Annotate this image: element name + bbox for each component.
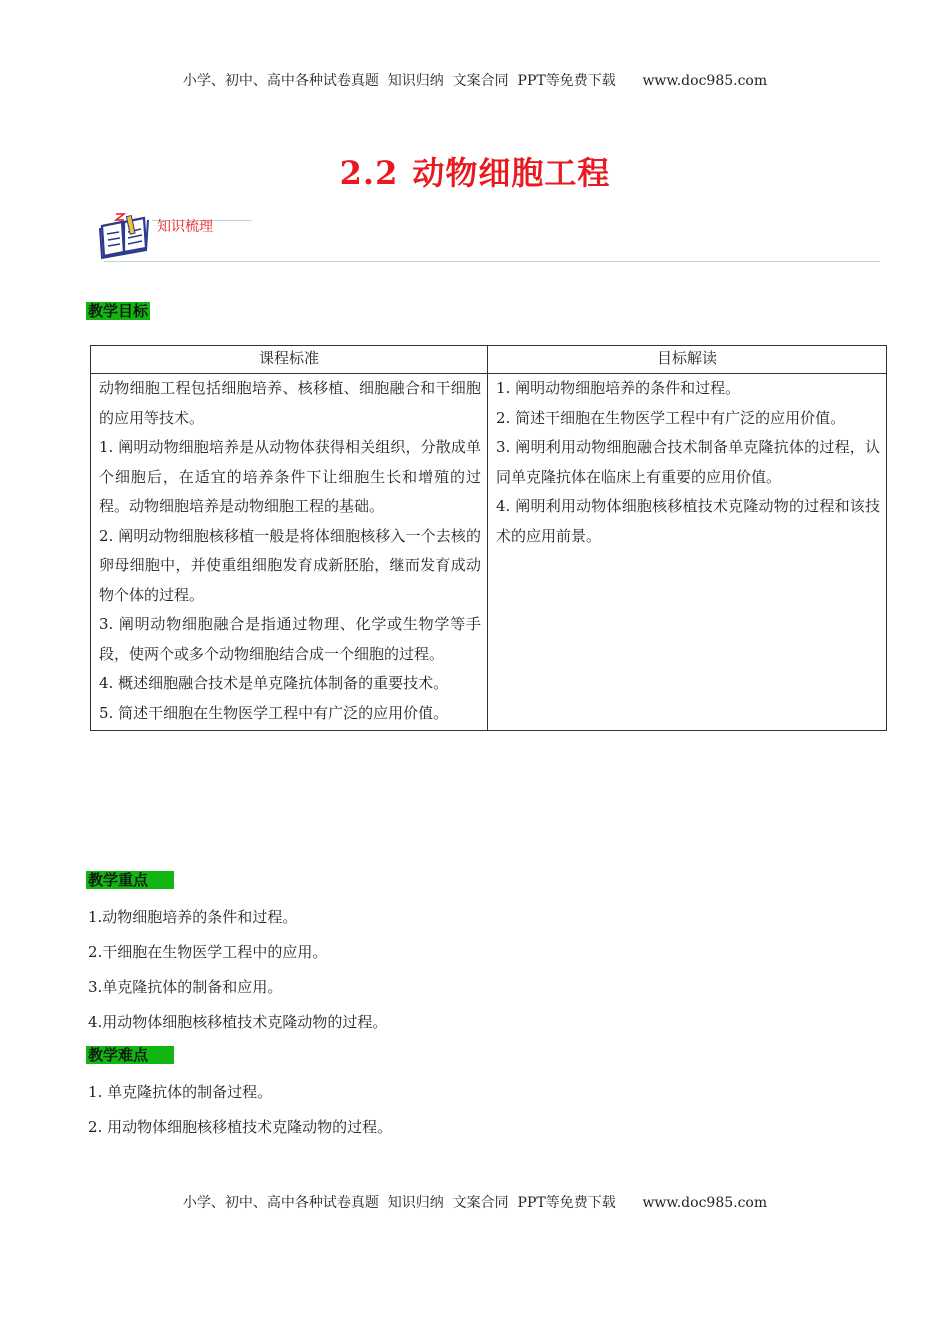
table-row xyxy=(91,374,887,731)
list-item: 4.用动物体细胞核移植技术克隆动物的过程。 xyxy=(88,1013,388,1031)
interpretation-item: 3. 阐明利用动物细胞融合技术制备单克隆抗体的过程，认同单克隆抗体在临床上有重要的应用价值。 xyxy=(496,438,880,486)
standard-item: 5. 简述干细胞在生物医学工程中有广泛的应用价值。 xyxy=(99,703,449,722)
section-divider xyxy=(104,261,880,262)
list-item: 1. 单克隆抗体的制备过程。 xyxy=(88,1083,273,1101)
list-item: 2. 用动物体细胞核移植技术克隆动物的过程。 xyxy=(88,1118,393,1136)
standard-item: 3. 阐明动物细胞融合是指通过物理、化学或生物学等手段，使两个或多个动物细胞结合成一个细胞的过程。 xyxy=(99,615,481,663)
table-header-row xyxy=(91,346,887,374)
list-item: 1.动物细胞培养的条件和过程。 xyxy=(88,908,298,926)
difficulties-label: 教学难点 xyxy=(86,1046,174,1064)
section-tag-label: 知识梳理 xyxy=(157,219,213,235)
interpretation-item: 4. 阐明利用动物体细胞核移植技术克隆动物的过程和该技术的应用前景。 xyxy=(496,497,880,545)
open-book-icon xyxy=(98,212,150,260)
header-course-standard: 课程标准 xyxy=(91,346,488,374)
interpretations-cell xyxy=(488,374,887,731)
teaching-goals-label: 教学目标 xyxy=(88,302,149,320)
page-title xyxy=(0,148,950,194)
interpretation-item: 1. 阐明动物细胞培养的条件和过程。 xyxy=(496,379,741,397)
list-item: 2.干细胞在生物医学工程中的应用。 xyxy=(88,943,328,961)
title-text: 动物细胞工程 xyxy=(412,154,611,192)
key-points-label: 教学重点 xyxy=(86,871,174,889)
interpretation-item: 2. 简述干细胞在生物医学工程中有广泛的应用价值。 xyxy=(496,408,846,427)
standard-item: 动物细胞工程包括细胞培养、核移植、细胞融合和干细胞的应用等技术。 xyxy=(99,379,481,427)
standard-item: 4. 概述细胞融合技术是单克隆抗体制备的重要技术。 xyxy=(99,674,449,692)
list-item: 3.单克隆抗体的制备和应用。 xyxy=(88,978,283,996)
header-goal-interpretation: 目标解读 xyxy=(488,346,887,374)
standard-item: 1. 阐明动物细胞培养是从动物体获得相关组织，分散成单个细胞后，在适宜的培养条件下让细胞生长和增殖的过程。动物细胞培养是动物细胞工程的基础。 xyxy=(99,438,481,515)
page-header: 小学、初中、高中各种试卷真题 知识归纳 文案合同 PPT等免费下载 www.doc985.com xyxy=(182,73,768,89)
standards-cell xyxy=(91,374,488,731)
standard-item: 2. 阐明动物细胞核移植一般是将体细胞核移入一个去核的卵母细胞中，并使重组细胞发育成新胚胎，继而发育成动物个体的过程。 xyxy=(99,526,481,604)
page-footer: 小学、初中、高中各种试卷真题 知识归纳 文案合同 PPT等免费下载 www.doc985.com xyxy=(182,1195,768,1211)
teaching-goals-table xyxy=(90,345,887,731)
title-number: 2.2 xyxy=(339,154,399,192)
